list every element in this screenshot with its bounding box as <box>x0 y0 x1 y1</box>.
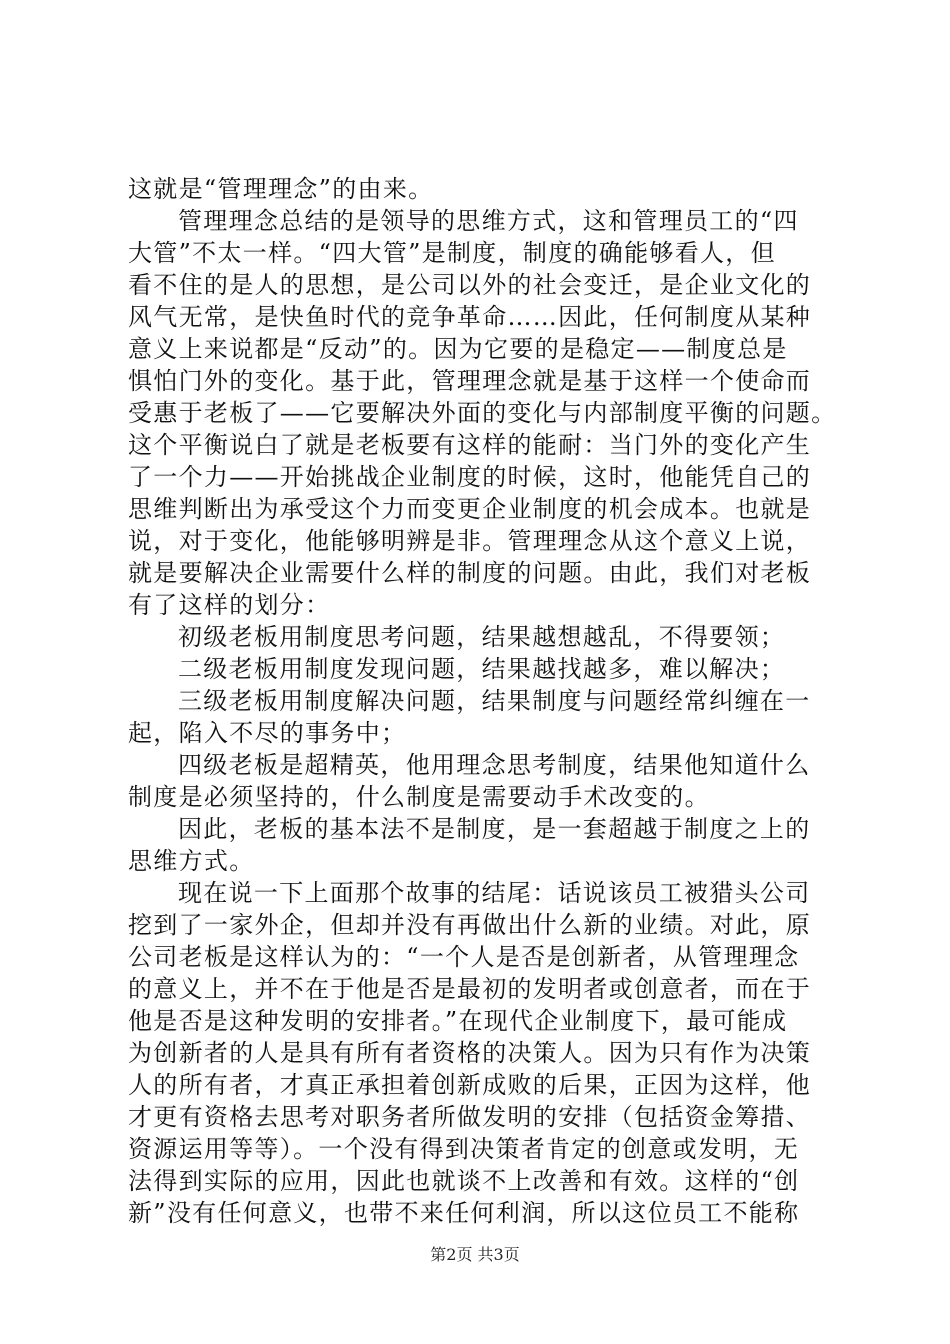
text-line: 的意义上，并不在于他是否是最初的发明者或创意者，而在于 <box>128 975 812 1003</box>
text-line: 意义上来说都是“反动”的。因为它要的是稳定——制度总是 <box>128 335 788 363</box>
text-line: 四级老板是超精英，他用理念思考制度，结果他知道什么 <box>178 751 811 779</box>
text-line: 他是否是这种发明的安排者。”在现代企业制度下，最可能成 <box>128 1007 788 1035</box>
text-line: 说，对于变化，他能够明辨是非。管理理念从这个意义上说， <box>128 527 812 555</box>
text-line: 才更有资格去思考对职务者所做发明的安排（包括资金筹措、 <box>128 1103 812 1131</box>
text-line: 看不住的是人的思想，是公司以外的社会变迁，是企业文化的 <box>128 271 812 299</box>
text-line: 三级老板用制度解决问题，结果制度与问题经常纠缠在一 <box>178 687 811 715</box>
text-line: 人的所有者，才真正承担着创新成败的后果，正因为这样，他 <box>128 1071 812 1099</box>
text-line: 了一个力——开始挑战企业制度的时候，这时，他能凭自己的 <box>128 463 812 491</box>
text-line: 思维判断出为承受这个力而变更企业制度的机会成本。也就是 <box>128 495 812 523</box>
text-line: 为创新者的人是具有所有者资格的决策人。因为只有作为决策 <box>128 1039 812 1067</box>
text-line: 因此，老板的基本法不是制度，是一套超越于制度之上的 <box>178 815 811 843</box>
text-line: 这就是“管理理念”的由来。 <box>128 175 434 203</box>
document-body <box>128 173 837 1229</box>
text-line: 大管”不太一样。“四大管”是制度，制度的确能够看人，但 <box>128 239 776 267</box>
text-line: 惧怕门外的变化。基于此，管理理念就是基于这样一个使命而 <box>128 367 812 395</box>
text-line: 法得到实际的应用，因此也就谈不上改善和有效。这样的“创 <box>128 1167 800 1195</box>
text-line: 新”没有任何意义，也带不来任何利润，所以这位员工不能称 <box>128 1199 800 1227</box>
text-line: 有了这样的划分： <box>128 591 331 619</box>
text-line: 管理理念总结的是领导的思维方式，这和管理员工的“四 <box>178 207 799 235</box>
text-line: 资源运用等等）。一个没有得到决策者肯定的创意或发明，无 <box>128 1135 800 1163</box>
text-line: 二级老板用制度发现问题，结果越找越多，难以解决； <box>178 655 786 683</box>
text-line: 公司老板是这样认为的：“一个人是否是创新者，从管理理念 <box>128 943 800 971</box>
text-line: 现在说一下上面那个故事的结尾：话说该员工被猎头公司 <box>178 879 811 907</box>
text-line: 挖到了一家外企，但却并没有再做出什么新的业绩。对此，原 <box>128 911 812 939</box>
text-line: 制度是必须坚持的，什么制度是需要动手术改变的。 <box>128 783 710 811</box>
text-line: 初级老板用制度思考问题，结果越想越乱，不得要领； <box>178 623 786 651</box>
text-line: 思维方式。 <box>128 847 255 875</box>
text-line: 这个平衡说白了就是老板要有这样的能耐：当门外的变化产生 <box>128 431 812 459</box>
page-footer: 第2页 共3页 <box>430 1245 520 1264</box>
text-line: 风气无常，是快鱼时代的竞争革命……因此，任何制度从某种 <box>128 303 812 331</box>
text-line: 起，陷入不尽的事务中； <box>128 719 407 747</box>
text-line: 就是要解决企业需要什么样的制度的问题。由此，我们对老板 <box>128 559 812 587</box>
text-line: 受惠于老板了——它要解决外面的变化与内部制度平衡的问题。 <box>128 399 837 427</box>
